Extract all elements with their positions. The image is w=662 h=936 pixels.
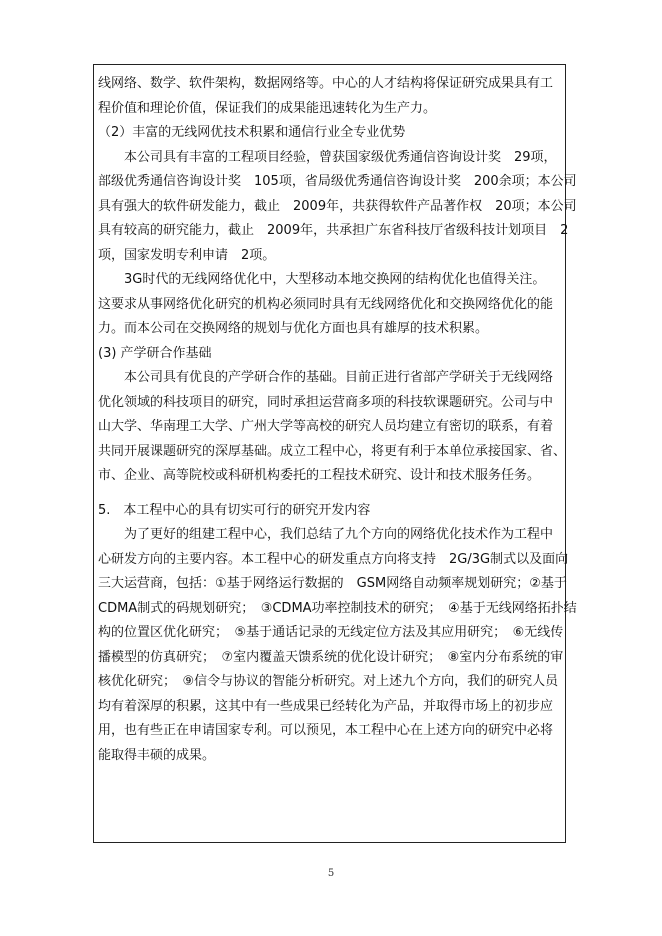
text-line: 具有较高的研究能力，截止 2009年，共承担广东省科技厅省级科技计划项目 2	[98, 223, 569, 238]
text-line: CDMA制式的码规划研究； ③CDMA功率控制技术的研究； ④基于无线网络拓扑结	[98, 600, 577, 616]
text-line: 市、企业、高等院校或科研机构委托的工程技术研究、设计和技术服务任务。	[98, 468, 541, 483]
text-line: 山大学、华南理工大学、广州大学等高校的研究人员均建立有密切的联系，有着	[98, 419, 554, 434]
text-line: 力。而本公司在交换网络的规划与优化方面也具有雄厚的技术积累。	[98, 321, 489, 336]
section-heading: （2）丰富的无线网优技术积累和通信行业全专业优势	[98, 125, 406, 140]
text-line: 核优化研究； ⑨信令与协议的智能分析研究。对上述九个方向，我们的研究人员	[98, 674, 559, 689]
text-line: 3G时代的无线网络优化中，大型移动本地交换网的结构优化也值得关注。	[98, 272, 546, 287]
section-heading: (3) 产学研合作基础	[98, 345, 212, 361]
text-line: 这要求从事网络优化研究的机构必须同时具有无线网络优化和交换网络优化的能	[98, 296, 554, 312]
page-body	[98, 72, 577, 768]
text-line: 能取得丰硕的成果。	[98, 747, 216, 763]
text-line: 本公司具有丰富的工程项目经验，曾获国家级优秀通信咨询设计奖 29项，	[98, 149, 557, 165]
text-line: 用，也有些正在申请国家专利。可以预见，本工程中心在上述方向的研究中必将	[98, 723, 554, 738]
text-line: 优化领域的科技项目的研究，同时承担运营商多项的科技软课题研究。公司与中	[98, 394, 554, 410]
section-heading: 5. 本工程中心的具有切实可行的研究开发内容	[98, 502, 371, 518]
text-line: 本公司具有优良的产学研合作的基础。目前正进行省部产学研关于无线网络	[98, 370, 554, 385]
text-line: 为了更好的组建工程中心，我们总结了九个方向的网络优化技术作为工程中	[98, 527, 554, 542]
page-number: 5	[327, 868, 335, 879]
text-line: 三大运营商，包括：①基于网络运行数据的 GSM网络自动频率规划研究；②基于	[98, 576, 567, 591]
text-line: 线网络、数学、软件架构，数据网络等。中心的人才结构将保证研究成果具有工	[98, 76, 554, 91]
text-line: 项，国家发明专利申请 2项。	[98, 247, 276, 263]
text-line: 构的位置区优化研究； ⑤基于通话记录的无线定位方法及其应用研究； ⑥无线传	[98, 625, 564, 640]
text-line: 具有强大的软件研发能力，截止 2009年，共获得软件产品著作权 20项；本公司	[98, 198, 577, 214]
text-line: 心研发方向的主要内容。本工程中心的研发重点方向将支持 2G/3G制式以及面向	[98, 551, 569, 567]
text-line: 程价值和理论价值，保证我们的成果能迅速转化为生产力。	[98, 100, 437, 116]
text-line: 均有着深厚的积累，这其中有一些成果已经转化为产品，并取得市场上的初步应	[98, 698, 554, 714]
text-line: 部级优秀通信咨询设计奖 105项，省局级优秀通信咨询设计奖 200余项；本公司	[98, 174, 577, 189]
text-line: 播模型的仿真研究； ⑦室内覆盖天馈系统的优化设计研究； ⑧室内分布系统的审	[98, 649, 564, 665]
paragraph-gap	[98, 489, 564, 499]
text-line: 共同开展课题研究的深厚基础。成立工程中心，将更有利于本单位承接国家、省、	[98, 443, 567, 459]
